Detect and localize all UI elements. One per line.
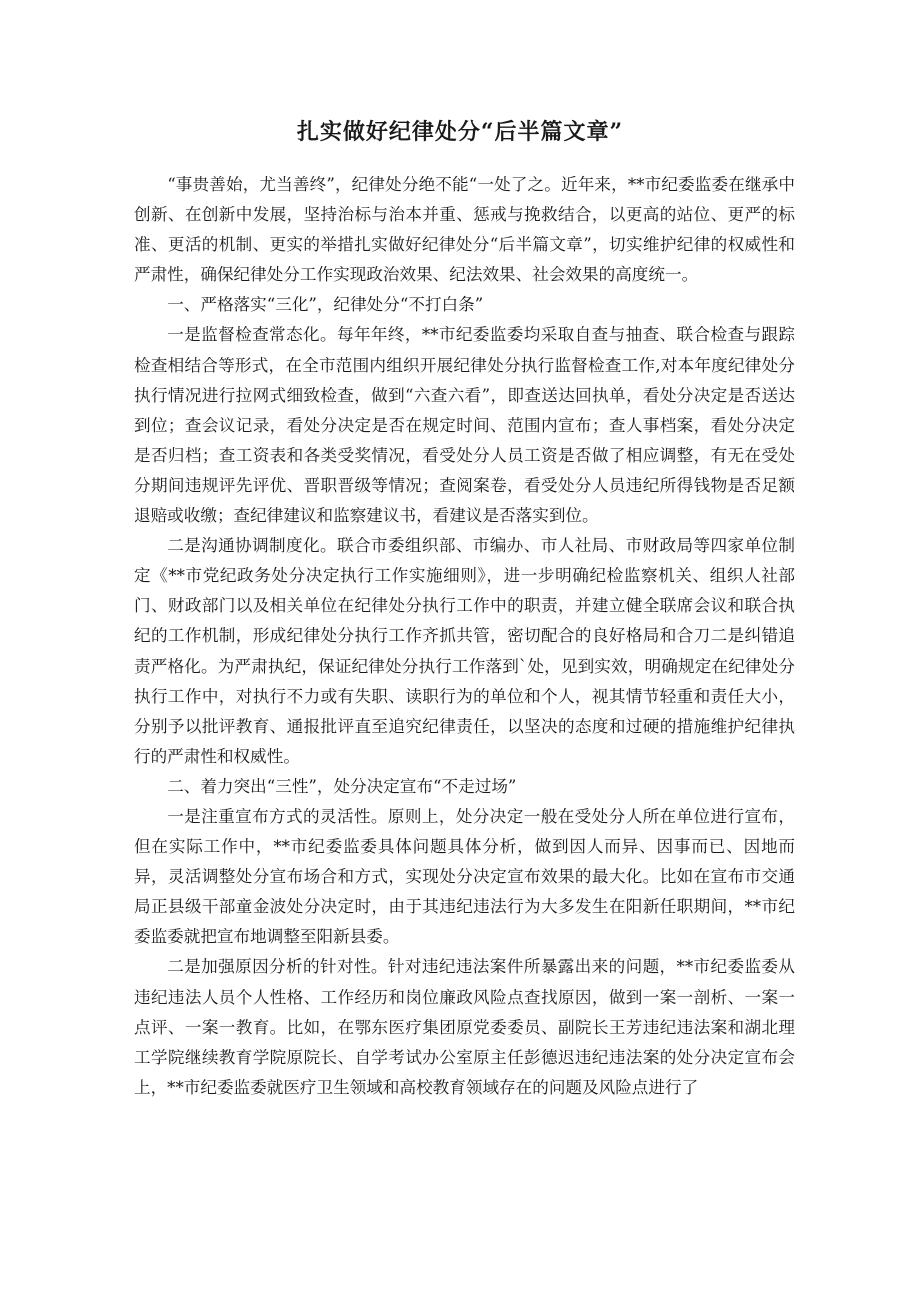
body-paragraph: 一是监督检查常态化。每年年终，**市纪委监委均采取自查与抽查、联合检查与跟踪检查相结合等形式，在全市范围内组织开展纪律处分执行监督检查工作,对本年度纪律处分执行情况进行拉网式细致检查，做到“六查六看”，即查送达回执单，看处分决定是否送达到位；查会议记录，看处分决定是否在规定时间、范围内宣布；查人事档案，看处分决定是否归档；查工资表和各类受奖情况，看受处分人员工资是否做了相应调整，有无在受处分期间违规评先评优、晋职晋级等情况；查阅案卷，看受处分人员违纪所得钱物是否足额退赔或收缴；查纪律建议和监察建议书，看建议是否落实到位。 bbox=[134, 325, 795, 526]
section-heading-1: 一、严格落实“三化”，纪律处分“不打白条” bbox=[167, 295, 484, 315]
intro-paragraph: “事贵善始，尤当善终”，纪律处分绝不能“一处了之。近年来，**市纪委监委在继承中创新、在创新中发展，坚持治标与治本并重、惩戒与挽救结合，以更高的站位、更严的标准、更活的机制、更实的举措扎实做好纪律处分“后半篇文章”，切实维护纪律的权威性和严肃性，确保纪律处分工作实现政治效果、纪法效果、社会效果的高度统一。 bbox=[134, 175, 795, 285]
document-title: 扎实做好纪律处分“后半篇文章” bbox=[296, 119, 624, 145]
body-paragraph: 二是沟通协调制度化。联合市委组织部、市编办、市人社局、市财政局等四家单位制定《**市党纪政务处分决定执行工作实施细则》，进一步明确纪检监察机关、组织人社部门、财政部门以及相关单位在纪律处分执行工作中的职责，并建立健全联席会议和联合执纪的工作机制，形成纪律处分执行工作齐抓共管，密切配合的良好格局和合刀二是纠错追责严格化。为严肃执纪，保证纪律处分执行工作落到`处，见到实效，明确规定在纪律处分执行工作中，对执行不力或有失职、读职行为的单位和个人，视其情节轻重和责任大小，分别予以批评教育、通报批评直至追究纪律责任，以坚决的态度和过硬的措施维护纪律执行的严肃性和权威性。 bbox=[134, 536, 795, 766]
body-paragraph: 二是加强原因分析的针对性。针对违纪违法案件所暴露出来的问题，**市纪委监委从违纪违法人员个人性格、工作经历和岗位廉政风险点查找原因，做到一案一剖析、一案一点评、一案一教育。比如，在鄂东医疗集团原党委委员、副院长王芳违纪违法案和湖北理工学院继续教育学院原院长、自学考试办公室原主任彭德迟违纪违法案的处分决定宣布会上，**市纪委监委就医疗卫生领域和高校教育领域存在的问题及风险点进行了 bbox=[134, 957, 795, 1097]
body-paragraph: 一是注重宣布方式的灵活性。原则上，处分决定一般在受处分人所在单位进行宣布，但在实际工作中，**市纪委监委具体问题具体分析，做到因人而异、因事而已、因地而异，灵活调整处分宣布场合和方式，实现处分决定宣布效果的最大化。比如在宣布市交通局正县级干部童金波处分决定时，由于其违纪违法行为大多发生在阳新任职期间，**市纪委监委就把宣布地调整至阳新县委。 bbox=[134, 806, 795, 947]
section-heading-2: 二、着力突出“三性”，处分决定宣布“不走过场” bbox=[167, 776, 517, 796]
document-body bbox=[134, 170, 795, 1103]
